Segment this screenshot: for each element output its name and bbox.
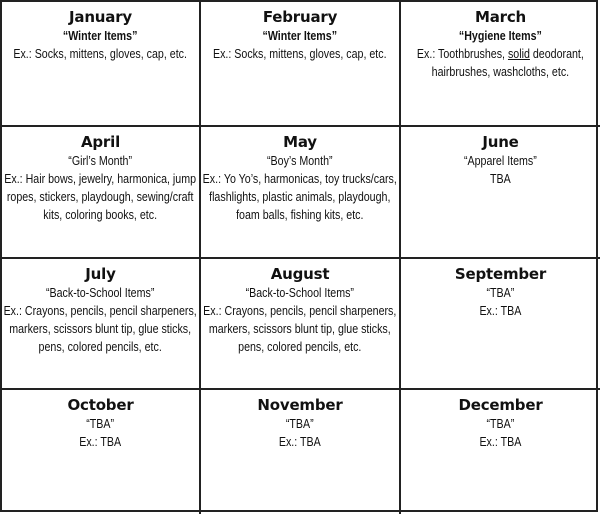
month-cell-june [401, 127, 600, 259]
month-examples: Ex.: TBA [79, 434, 122, 449]
month-name: July [85, 265, 116, 283]
month-name: April [80, 133, 121, 151]
month-examples: TBA [490, 171, 511, 186]
month-examples: Ex.: Socks, mittens, gloves, cap, etc. [213, 46, 387, 61]
month-name: September [454, 265, 547, 283]
month-examples: Ex.: Crayons, pencils, pencil sharpeners, markers, scissors blunt tip, glue sticks, pens, colored pencils, etc. [3, 303, 198, 354]
month-cell-july [2, 259, 201, 390]
month-name: June [482, 133, 519, 151]
month-theme: “Boy’s Month” [267, 153, 333, 168]
month-name: March [474, 8, 527, 26]
month-name: August [270, 265, 330, 283]
month-theme: “TBA” [86, 416, 115, 431]
month-theme: “Winter Items” [262, 28, 338, 43]
month-name: January [69, 8, 132, 26]
month-examples: Ex.: Crayons, pencils, pencil sharpeners, markers, scissors blunt tip, glue sticks, pens, colored pencils, etc. [203, 303, 397, 354]
month-cell-december [401, 390, 600, 514]
month-examples: Ex.: TBA [479, 303, 522, 318]
month-cell-may [201, 127, 401, 259]
month-theme: “TBA” [486, 285, 515, 300]
month-theme: “Back-to-School Items” [46, 285, 155, 300]
month-cell-august [201, 259, 401, 390]
month-name: October [67, 396, 134, 414]
month-theme: “Girl’s Month” [68, 153, 133, 168]
month-cell-february [201, 2, 401, 127]
month-theme: “Apparel Items” [464, 153, 537, 168]
month-examples: Ex.: Yo Yo’s, harmonicas, toy trucks/cars, flashlights, plastic animals, playdough, foam balls, fishing kits, etc. [202, 171, 398, 222]
month-examples [401, 45, 600, 81]
month-name: November [257, 396, 343, 414]
month-theme: “Back-to-School Items” [245, 285, 355, 300]
month-name: February [262, 8, 338, 26]
month-examples: Ex.: Socks, mittens, gloves, cap, etc. [13, 46, 188, 61]
month-examples: Ex.: TBA [479, 434, 522, 449]
month-examples: Ex.: Hair bows, jewelry, harmonica, jump ropes, stickers, playdough, sewing/craft kits, coloring books, etc. [4, 171, 197, 222]
month-cell-september [401, 259, 600, 390]
month-theme: “Hygiene Items” [459, 28, 542, 43]
month-theme: “Winter Items” [63, 28, 138, 43]
month-cell-march [401, 2, 600, 127]
month-cell-april [2, 127, 201, 259]
examples-text: Ex.: Toothbrushes, [417, 46, 509, 61]
examples-text: deodorant, hairbrushes, washcloths, etc. [431, 46, 584, 79]
examples-underlined-text: solid [508, 46, 531, 61]
month-cell-january [2, 2, 201, 127]
month-cell-october [2, 390, 201, 514]
month-cell-november [201, 390, 401, 514]
month-name: May [283, 133, 317, 151]
month-name: December [458, 396, 543, 414]
month-theme: “TBA” [486, 416, 515, 431]
month-theme: “TBA” [286, 416, 314, 431]
month-examples: Ex.: TBA [279, 434, 321, 449]
